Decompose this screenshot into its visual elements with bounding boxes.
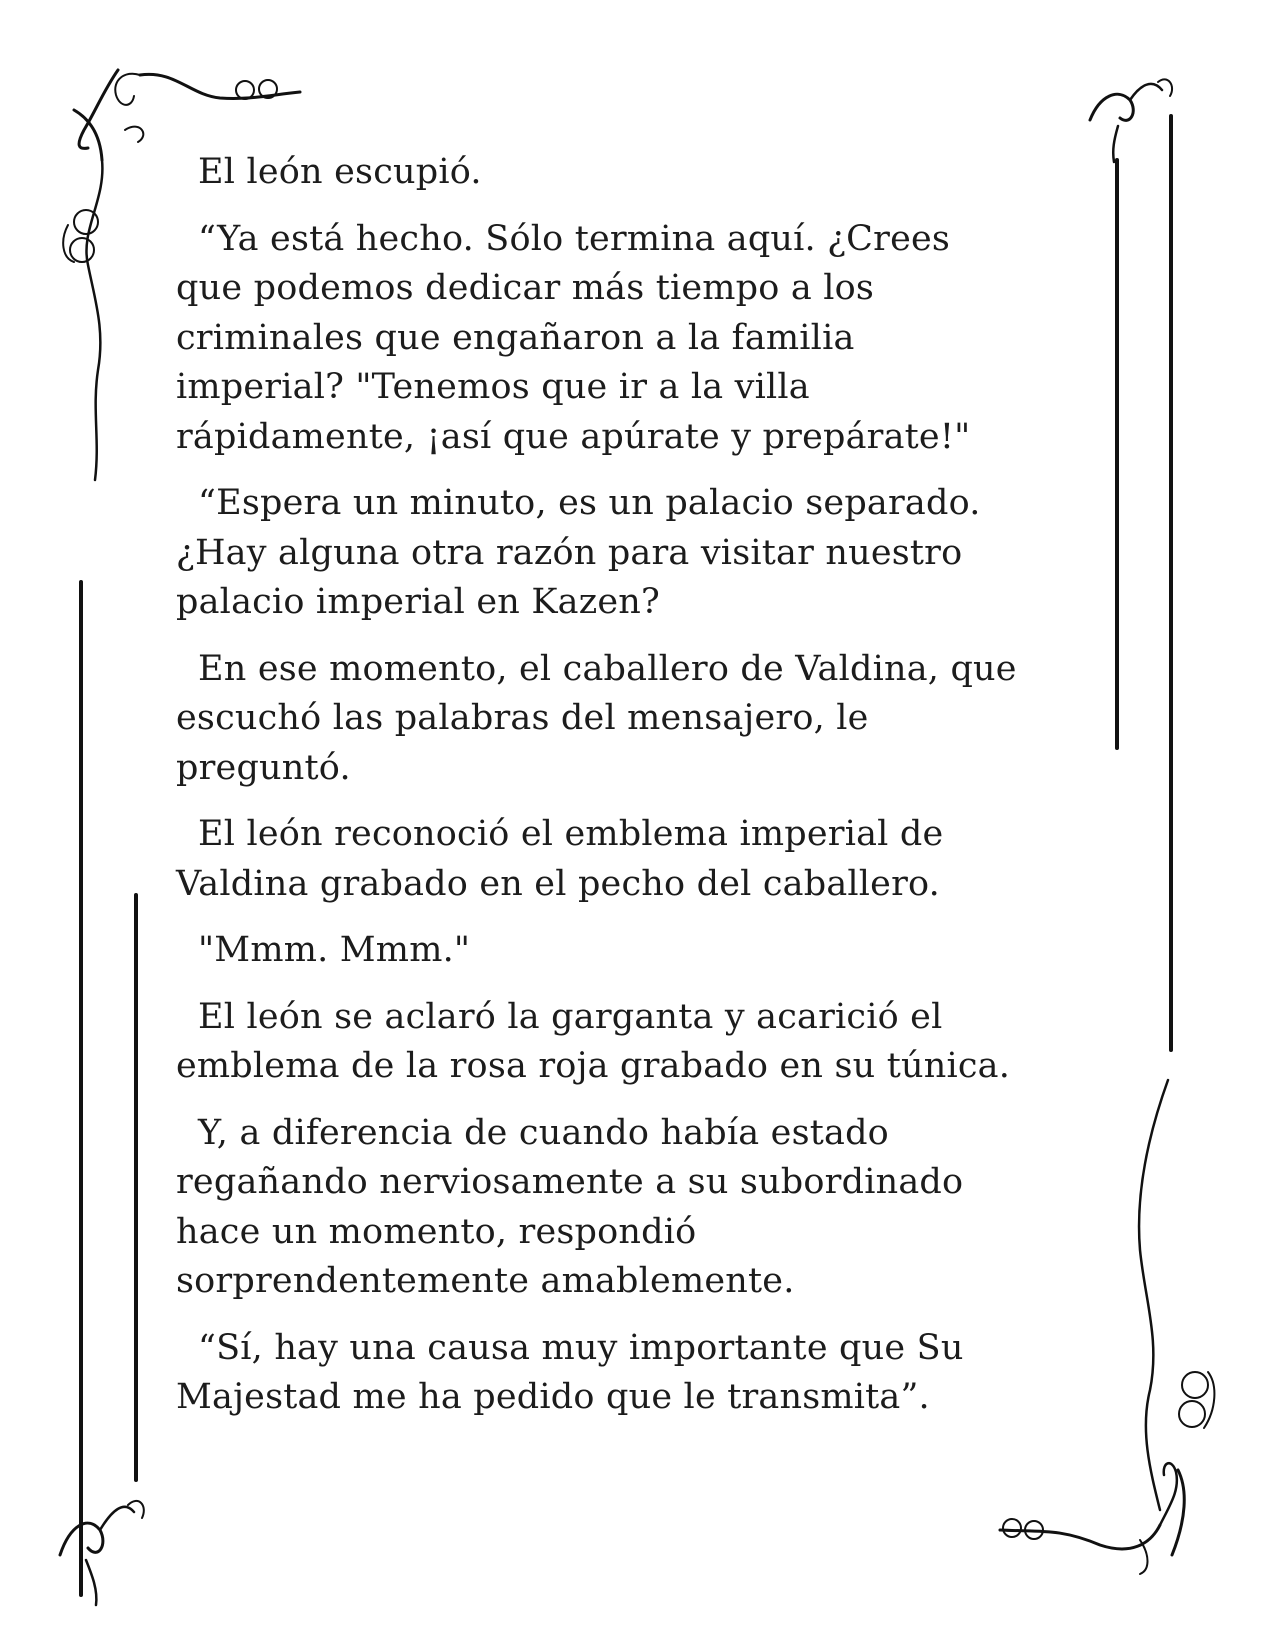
flourish-bottom-left (60, 1501, 144, 1605)
paragraph: Y, a diferencia de cuando había estado regañando nerviosamente a su subordinado hace un momento, respondió sorprendentemente amablemente. (176, 1112, 964, 1301)
paragraph: “Sí, hay una causa muy importante que Su Majestad me ha pedido que le transmita”. (176, 1327, 964, 1417)
paragraph: El león se aclaró la garganta y acarició el emblema de la rosa roja grabado en su túnica. (176, 996, 1011, 1086)
paragraph: En ese momento, el caballero de Valdina, que escuchó las palabras del mensajero, le preguntó. (176, 648, 1017, 788)
flourish-top-right (1090, 79, 1172, 162)
paragraph: “Espera un minuto, es un palacio separado. ¿Hay alguna otra razón para visitar nuestro palacio imperial en Kazen? (176, 483, 981, 622)
paragraph: El león escupió. (198, 152, 482, 192)
paragraph: El león reconoció el emblema imperial de Valdina grabado en el pecho del caballero. (176, 814, 944, 904)
paragraph: “Ya está hecho. Sólo termina aquí. ¿Crees que podemos dedicar más tiempo a los criminales que engañaron a la familia imperial? "Tenemos que ir a la villa rápidamente, ¡así que apúrate y prepárate!" (176, 218, 971, 457)
paragraph: "Mmm. Mmm." (198, 930, 471, 970)
story-text (176, 148, 1076, 1440)
